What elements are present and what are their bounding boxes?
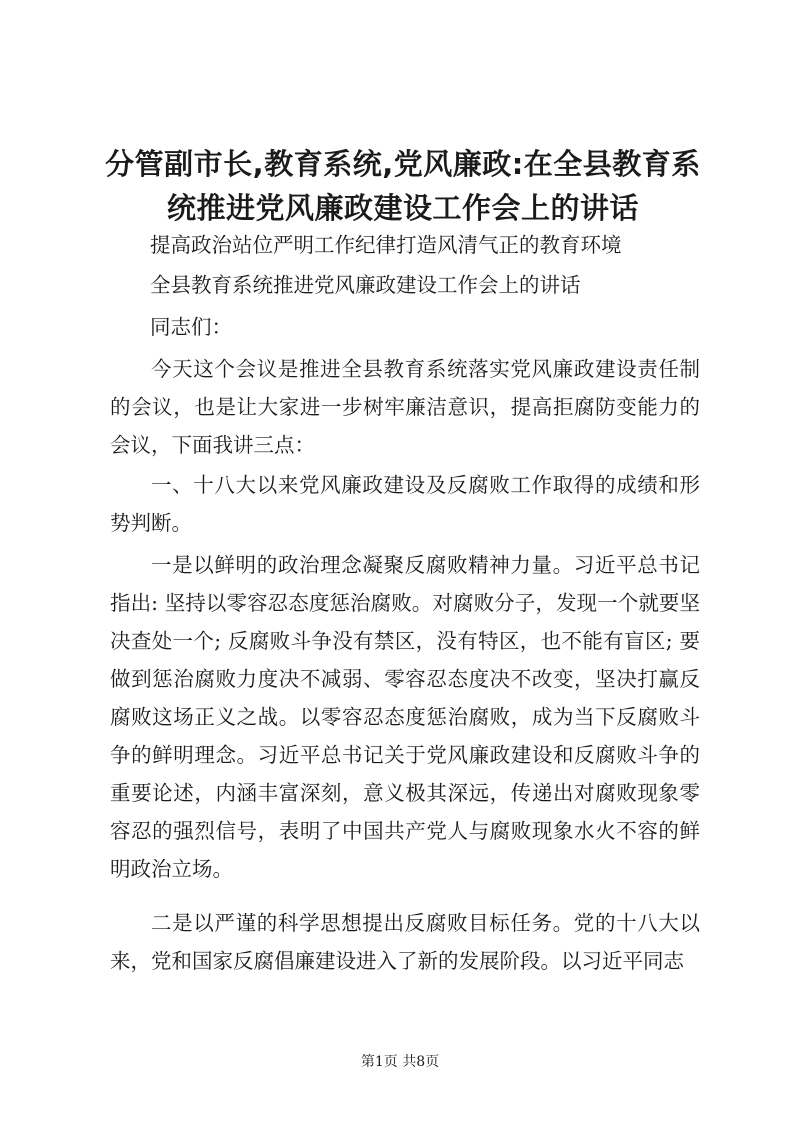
paragraph-1: 今天这个会议是推进全县教育系统落实党风廉政建设责任制的会议，也是让大家进一步树牢廉洁意识，提高拒腐防变能力的会议，下面我讲三点： bbox=[110, 357, 700, 457]
salutation: 同志们： bbox=[150, 315, 232, 339]
paragraph-4: 二是以严谨的科学思想提出反腐败目标任务。党的十八大以来，党和国家反腐倡廉建设进入了新的发展阶段。以习近平同志 bbox=[110, 911, 700, 973]
paragraph-3: 一是以鲜明的政治理念凝聚反腐败精神力量。习近平总书记指出: 坚持以零容忍态度惩治腐败。对腐败分子，发现一个就要坚决查处一个; 反腐败斗争没有禁区，没有特区，也不能有盲区; 要做到惩治腐败力度决不减弱、零容忍态度决不改变，坚决打赢反腐败这场正义之战。以零容忍态度惩治腐败，成为当下反腐败斗争的鲜明理念。习近平总书记关于党风廉政建设和反腐败斗争的重要论述，内涵丰富深刻，意义极其深远，传递出对腐败现象零容忍的强烈信号，表明了中国共产党人与腐败现象水火不容的鲜明政治立场。 bbox=[110, 553, 700, 881]
subtitle-2: 全县教育系统推进党风廉政建设工作会上的讲话 bbox=[150, 273, 581, 297]
document-title: 分管副市长,教育系统,党风廉政:在全县教育系统推进党风廉政建设工作会上的讲话 bbox=[105, 147, 701, 225]
paragraph-2: 一、十八大以来党风廉政建设及反腐败工作取得的成绩和形势判断。 bbox=[110, 473, 700, 535]
page-number: 第1页 共8页 bbox=[360, 1054, 440, 1070]
subtitle-1: 提高政治站位严明工作纪律打造风清气正的教育环境 bbox=[150, 233, 622, 257]
